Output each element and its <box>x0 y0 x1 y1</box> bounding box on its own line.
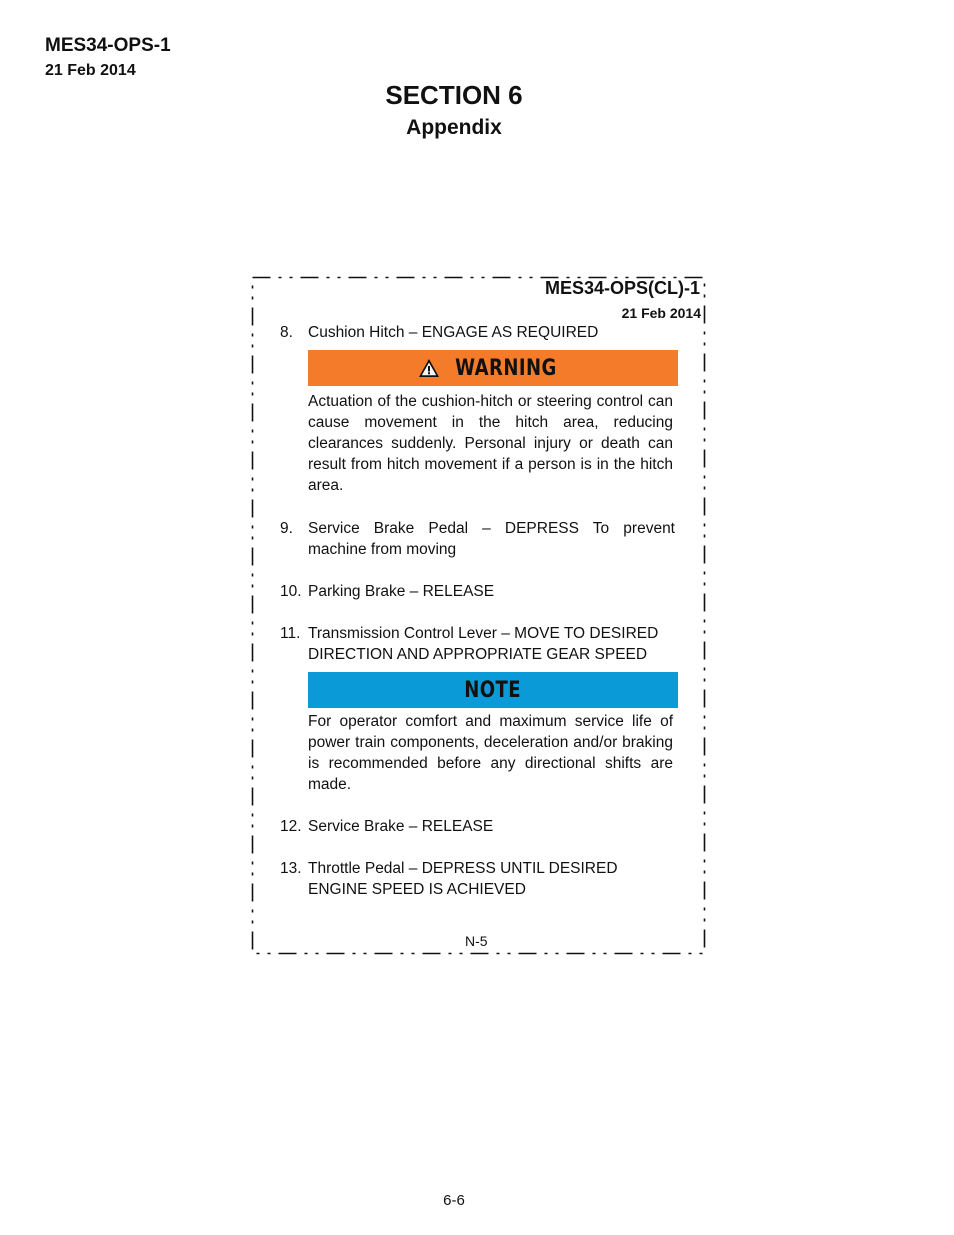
document-id: MES34-OPS-1 <box>45 35 171 56</box>
step-text: Parking Brake – RELEASE <box>308 583 495 600</box>
step-number: 8. <box>280 324 293 341</box>
page-number: 6-6 <box>443 1192 465 1209</box>
note-banner <box>308 672 678 708</box>
warning-label: WARNING <box>455 355 557 381</box>
step-text: Service Brake – RELEASE <box>308 818 494 835</box>
card-page-label: N-5 <box>465 933 488 949</box>
step-number: 12. <box>280 818 302 835</box>
card-document-id: MES34-OPS(CL)-1 <box>544 278 700 298</box>
step-number: 9. <box>280 520 293 537</box>
checklist-card <box>251 276 706 955</box>
note-label: NOTE <box>464 677 522 703</box>
step-number: 10. <box>280 583 302 600</box>
step-number: 11. <box>280 625 301 642</box>
warning-banner <box>308 350 678 386</box>
step-text: Transmission Control Lever – MOVE TO DESIRED DIRECTION AND APPROPRIATE GEAR SPEED <box>308 625 659 663</box>
step-text: Service Brake Pedal – DEPRESS To prevent machine from moving <box>308 520 675 558</box>
step-text: Throttle Pedal – DEPRESS UNTIL DESIRED ENGINE SPEED IS ACHIEVED <box>308 860 618 898</box>
document-date: 21 Feb 2014 <box>45 62 136 79</box>
warning-triangle-icon <box>418 358 440 378</box>
note-text: For operator comfort and maximum service life of power train components, deceleration and/or braking is recommended before any directional shifts are made. <box>308 713 673 793</box>
step-text: Cushion Hitch – ENGAGE AS REQUIRED <box>308 324 599 341</box>
section-subtitle: Appendix <box>406 116 502 139</box>
step-number: 13. <box>280 860 302 877</box>
section-title: SECTION 6 <box>385 80 523 110</box>
warning-text: Actuation of the cushion-hitch or steering control can cause movement in the hitch area, reducing clearances suddenly. Personal injury or death can result from hitch movement if a person is in the hitch area. <box>308 393 673 494</box>
card-date: 21 Feb 2014 <box>621 305 701 321</box>
